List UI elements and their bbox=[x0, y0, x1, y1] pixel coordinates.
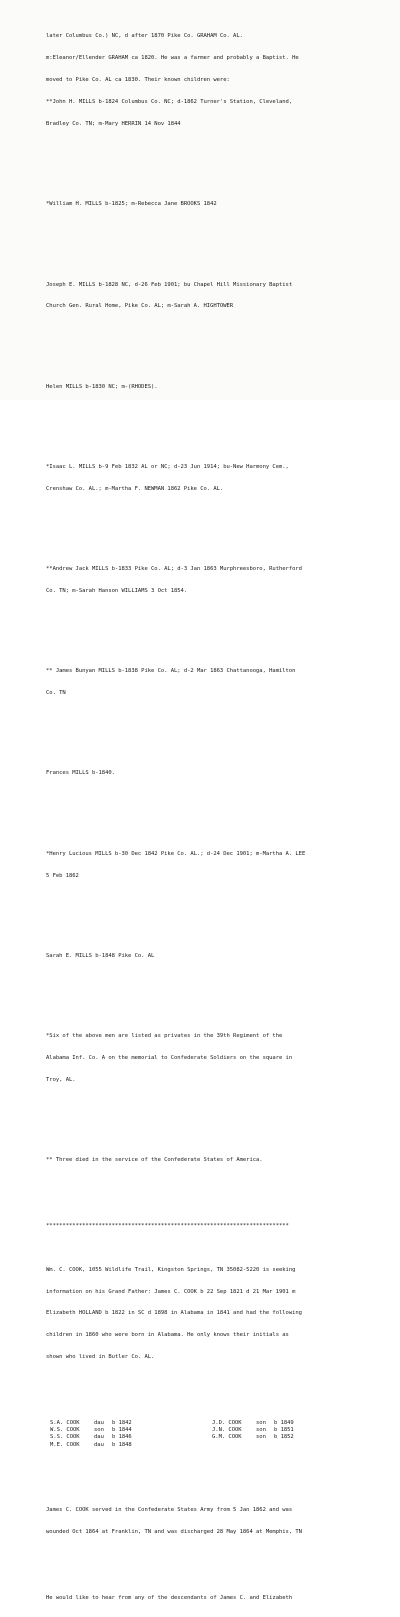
text-line: Troy, AL. bbox=[46, 1076, 76, 1083]
table-row bbox=[50, 1427, 294, 1434]
child-entry bbox=[46, 267, 382, 325]
footnote bbox=[46, 1019, 382, 1099]
text-line: James C. COOK served in the Confederate States Army from 5 Jan 1862 and was bbox=[46, 1507, 293, 1514]
text-line: *William H. MILLS b-1825; m-Rebecca Jane BROOKS 1842 bbox=[46, 201, 217, 208]
child-name bbox=[212, 1442, 256, 1449]
child-name: W.S. COOK bbox=[50, 1427, 80, 1434]
footnote bbox=[46, 1143, 382, 1179]
child-relation: son bbox=[94, 1427, 104, 1434]
text-line: *Isaac L. MILLS b-9 Feb 1832 AL or NC; d-23 Jun 1914; bu-New Harmony Cem., bbox=[46, 464, 289, 470]
text-line: **John H. MILLS b-1824 Columbus Co. NC; d-1862 Turner's Station, Cleveland, bbox=[46, 99, 293, 106]
text-line: Elizabeth HOLLAND b 1822 in SC d 1898 in Alabama in 1841 and had the following bbox=[46, 1310, 302, 1317]
child-relation: dau bbox=[94, 1434, 104, 1441]
child-entry bbox=[46, 449, 382, 507]
paragraph bbox=[46, 19, 382, 143]
text-line: Co. TN bbox=[46, 690, 66, 697]
child-name: J.D. COOK bbox=[212, 1419, 242, 1426]
child-name: J.N. COOK bbox=[212, 1427, 242, 1434]
text-line: Crenshaw Co. AL.; m-Martha F. NEWMAN 1862 Pike Co. AL. bbox=[46, 485, 224, 492]
child-name: S.S. COOK bbox=[50, 1434, 80, 1441]
text-line: 5 Feb 1862 bbox=[46, 872, 79, 879]
document-text bbox=[46, 0, 382, 1617]
table-row bbox=[50, 1434, 294, 1441]
child-birth bbox=[274, 1442, 294, 1449]
children-table bbox=[50, 1420, 294, 1449]
child-relation: son bbox=[256, 1419, 266, 1426]
text-line: Church Gen. Rural Home, Pike Co. AL; m-Sarah A. HIGHTOWER bbox=[46, 303, 234, 310]
query-paragraph bbox=[46, 1252, 382, 1376]
text-line: Co. TN; m-Sarah Hanson WILLIAMS 3 Oct 1854. bbox=[46, 588, 188, 595]
child-entry bbox=[46, 369, 382, 405]
child-birth: b 1849 bbox=[274, 1419, 294, 1426]
text-line: later Columbus Co.) NC, d after 1870 Pike Co. GRAHAM Co. AL. bbox=[46, 33, 243, 40]
child-entry bbox=[46, 938, 382, 974]
child-entry bbox=[46, 836, 382, 894]
table-row bbox=[50, 1442, 294, 1449]
service-paragraph bbox=[46, 1493, 382, 1551]
child-birth: b 1852 bbox=[274, 1434, 294, 1441]
child-birth: b 1848 bbox=[112, 1441, 132, 1448]
text-line: Bradley Co. TN; m-Mary HERRIN 14 Nov 1844 bbox=[46, 121, 181, 128]
child-relation: dau bbox=[94, 1441, 104, 1448]
closing-line: He would like to hear from any of the descendants of James C. and Elizabeth bbox=[46, 1595, 293, 1602]
child-birth: b 1844 bbox=[112, 1427, 132, 1434]
text-line: Wm. C. COOK, 1055 Wildlife Trail, Kingston Springs, TN 35082-5220 is seeking bbox=[46, 1266, 296, 1273]
child-name: S.A. COOK bbox=[50, 1419, 80, 1426]
child-name: G.M. COOK bbox=[212, 1434, 242, 1441]
child-name: M.E. COOK bbox=[50, 1441, 80, 1448]
child-relation bbox=[256, 1442, 274, 1449]
text-line: *Henry Lucious MILLS b-30 Dec 1842 Pike Co. AL.; d-24 Dec 1901; m-Martha A. LEE bbox=[46, 850, 306, 857]
child-relation: son bbox=[256, 1427, 266, 1434]
child-birth: b 1851 bbox=[274, 1427, 294, 1434]
text-line: ** James Bunyan MILLS b-1838 Pike Co. AL; d-2 Mar 1863 Chattanooga, Hamilton bbox=[46, 668, 296, 675]
child-entry bbox=[46, 654, 382, 712]
text-line: Frances MILLS b-1840. bbox=[46, 770, 115, 777]
child-entry bbox=[46, 187, 382, 223]
text-line: shown who lived in Butler Co. AL. bbox=[46, 1354, 155, 1361]
text-line: **Andrew Jack MILLS b-1833 Pike Co. AL; d-3 Jan 1863 Murphreesboro, Rutherford bbox=[46, 566, 302, 573]
text-line: information on his Grand Father: James C. COOK b 22 Sep 1821 d 21 Mar 1901 m bbox=[46, 1288, 296, 1295]
child-relation: son bbox=[256, 1434, 266, 1441]
text-line: Joseph E. MILLS b-1828 NC, d-26 Feb 1901; bu Chapel Hill Missionary Baptist bbox=[46, 281, 293, 288]
text-line: m:Eleanor/Ellender GRAHAM ca 1820. He was a farmer and probably a Baptist. He bbox=[46, 55, 299, 62]
text-line: wounded Oct 1864 at Franklin, TN and was discharged 28 May 1864 at Memphis, TN bbox=[46, 1529, 302, 1536]
table-row bbox=[50, 1420, 294, 1427]
child-relation: dau bbox=[94, 1419, 104, 1426]
text-line: ** Three died in the service of the Confederate States of America. bbox=[46, 1157, 263, 1164]
separator-line: ************************************************************************** bbox=[46, 1222, 289, 1229]
child-entry bbox=[46, 552, 382, 610]
text-line: Helen MILLS b-1830 NC; m-(RHODES). bbox=[46, 383, 158, 390]
text-line: moved to Pike Co. AL ca 1830. Their known children were: bbox=[46, 77, 230, 84]
text-line: Alabama Inf. Co. A on the memorial to Confederate Soldiers on the square in bbox=[46, 1055, 293, 1062]
child-birth: b 1842 bbox=[112, 1419, 132, 1426]
child-birth: b 1846 bbox=[112, 1434, 132, 1441]
text-line: children in 1860 who were born in Alabama. He only knows their initials as bbox=[46, 1332, 289, 1339]
text-line: Sarah E. MILLS b-1848 Pike Co. AL bbox=[46, 952, 155, 959]
text-line: *Six of the above men are listed as privates in the 39th Regiment of the bbox=[46, 1033, 283, 1040]
child-entry bbox=[46, 756, 382, 792]
